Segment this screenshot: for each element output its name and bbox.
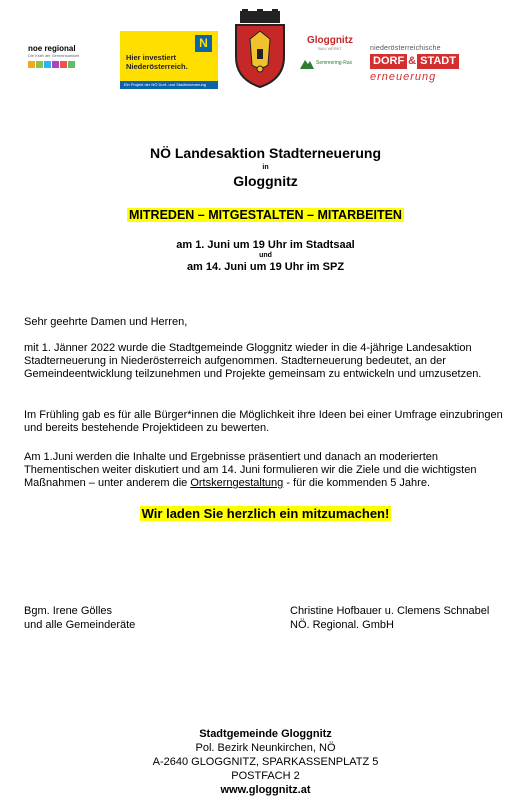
- paragraph-3-text-b: - für die kommenden 5 Jahre.: [283, 477, 431, 489]
- noe-regional-logo-name: noe regional: [28, 44, 76, 53]
- footer: [0, 727, 531, 797]
- stadt-label: STADT: [417, 54, 459, 69]
- paragraph-3: [24, 451, 514, 490]
- paragraph-3-text-a: Am 1.Juni werden die Inhalte und Ergebnisse präsentiert und danach an moderierten Thementischen weiter diskutiert und am 14. Juni formulieren wir die Ziele und die wichtigsten Maßnahmen – unter anderem die: [24, 451, 477, 489]
- document-title: NÖ Landesaktion Stadterneuerung: [149, 145, 382, 161]
- signature-left: [24, 604, 135, 632]
- niederoesterreich-logo: [120, 31, 218, 89]
- footer-district: Pol. Bezirk Neunkirchen, NÖ: [195, 742, 336, 754]
- noe-regional-logo-tagline: Die Kraft der Gemeinsamkeit: [28, 53, 80, 58]
- invitation-row: [0, 505, 531, 523]
- noe-regional-logo: [28, 44, 96, 84]
- slogan: MITREDEN – MITGESTALTEN – MITARBEITEN: [129, 208, 402, 222]
- salutation: Sehr geehrte Damen und Herren,: [24, 316, 188, 328]
- footer-address: A-2640 GLOGGNITZ, SPARKASSENPLATZ 5: [152, 756, 379, 768]
- niederoesterreich-line1: Hier investiert: [126, 53, 177, 62]
- niederoesterreich-line2: Niederösterreich.: [126, 62, 188, 71]
- erneuerung-label: erneuerung: [370, 71, 437, 83]
- slogan-row: [0, 206, 531, 224]
- ortskerngestaltung-term: Ortskerngestaltung: [190, 477, 284, 489]
- niederoesterreich-logo-bar: Ein Projekt der NÖ Dorf- und Stadterneuerung: [120, 81, 218, 89]
- event-und: und: [259, 252, 272, 259]
- signature-right: [290, 604, 489, 632]
- town-name: Gloggnitz: [233, 173, 298, 189]
- invitation: Wir laden Sie herzlich ein mitzumachen!: [141, 506, 390, 521]
- signature-right-name: Christine Hofbauer u. Clemens Schnabel: [290, 605, 490, 617]
- semmering-rax-badge: [300, 57, 360, 69]
- dorf-stadt-erneuerung-logo: [370, 45, 480, 93]
- dorf-stadt-separator: &: [408, 55, 417, 67]
- gloggnitz-logo: [300, 35, 360, 91]
- gloggnitz-logo-sub: BAU WERKT: [318, 46, 342, 51]
- dorf-label: DORF: [370, 54, 407, 69]
- signature-right-org: NÖ. Regional. GmbH: [290, 619, 394, 631]
- dorf-stadt-mid: [370, 54, 480, 69]
- mountain-icon: [300, 57, 314, 69]
- paragraph-1: mit 1. Jänner 2022 wurde die Stadtgemeinde Gloggnitz wieder in die 4-jährige Landesaktion Stadterneuerung in Niederösterreich aufgenommen. Stadterneuerung bedeutet, an der Gemeindeentwicklung teilzunehmen und Projekte gemeinsam zu entwickeln und umzusetzen.: [24, 342, 482, 380]
- gloggnitz-logo-name: Gloggnitz: [306, 35, 354, 46]
- footer-org: Stadtgemeinde Gloggnitz: [199, 728, 332, 740]
- niederoesterreich-logo-text: [126, 53, 188, 71]
- footer-website-link[interactable]: www.gloggnitz.at: [220, 784, 311, 796]
- title-in: in: [262, 164, 269, 171]
- event-date-2: am 14. Juni um 19 Uhr im SPZ: [186, 261, 345, 273]
- noe-regional-logo-pixels: [28, 61, 96, 68]
- event-date-1: am 1. Juni um 19 Uhr im Stadtsaal: [176, 239, 355, 251]
- dorf-stadt-top: niederösterreichische: [370, 45, 441, 52]
- gloggnitz-crest-icon: [230, 9, 290, 89]
- paragraph-2: Im Frühling gab es für alle Bürger*innen die Möglichkeit ihre Ideen bei einer Umfrage einzubringen und bereits bestehende Projektideen zu bewerten.: [24, 409, 503, 434]
- footer-postbox: POSTFACH 2: [231, 770, 300, 782]
- semmering-rax-label: Semmering-Rax: [316, 60, 353, 66]
- signature-left-name: Bgm. Irene Gölles: [24, 605, 113, 617]
- noe-badge-icon: N: [195, 35, 212, 52]
- signature-left-org: und alle Gemeinderäte: [24, 619, 136, 631]
